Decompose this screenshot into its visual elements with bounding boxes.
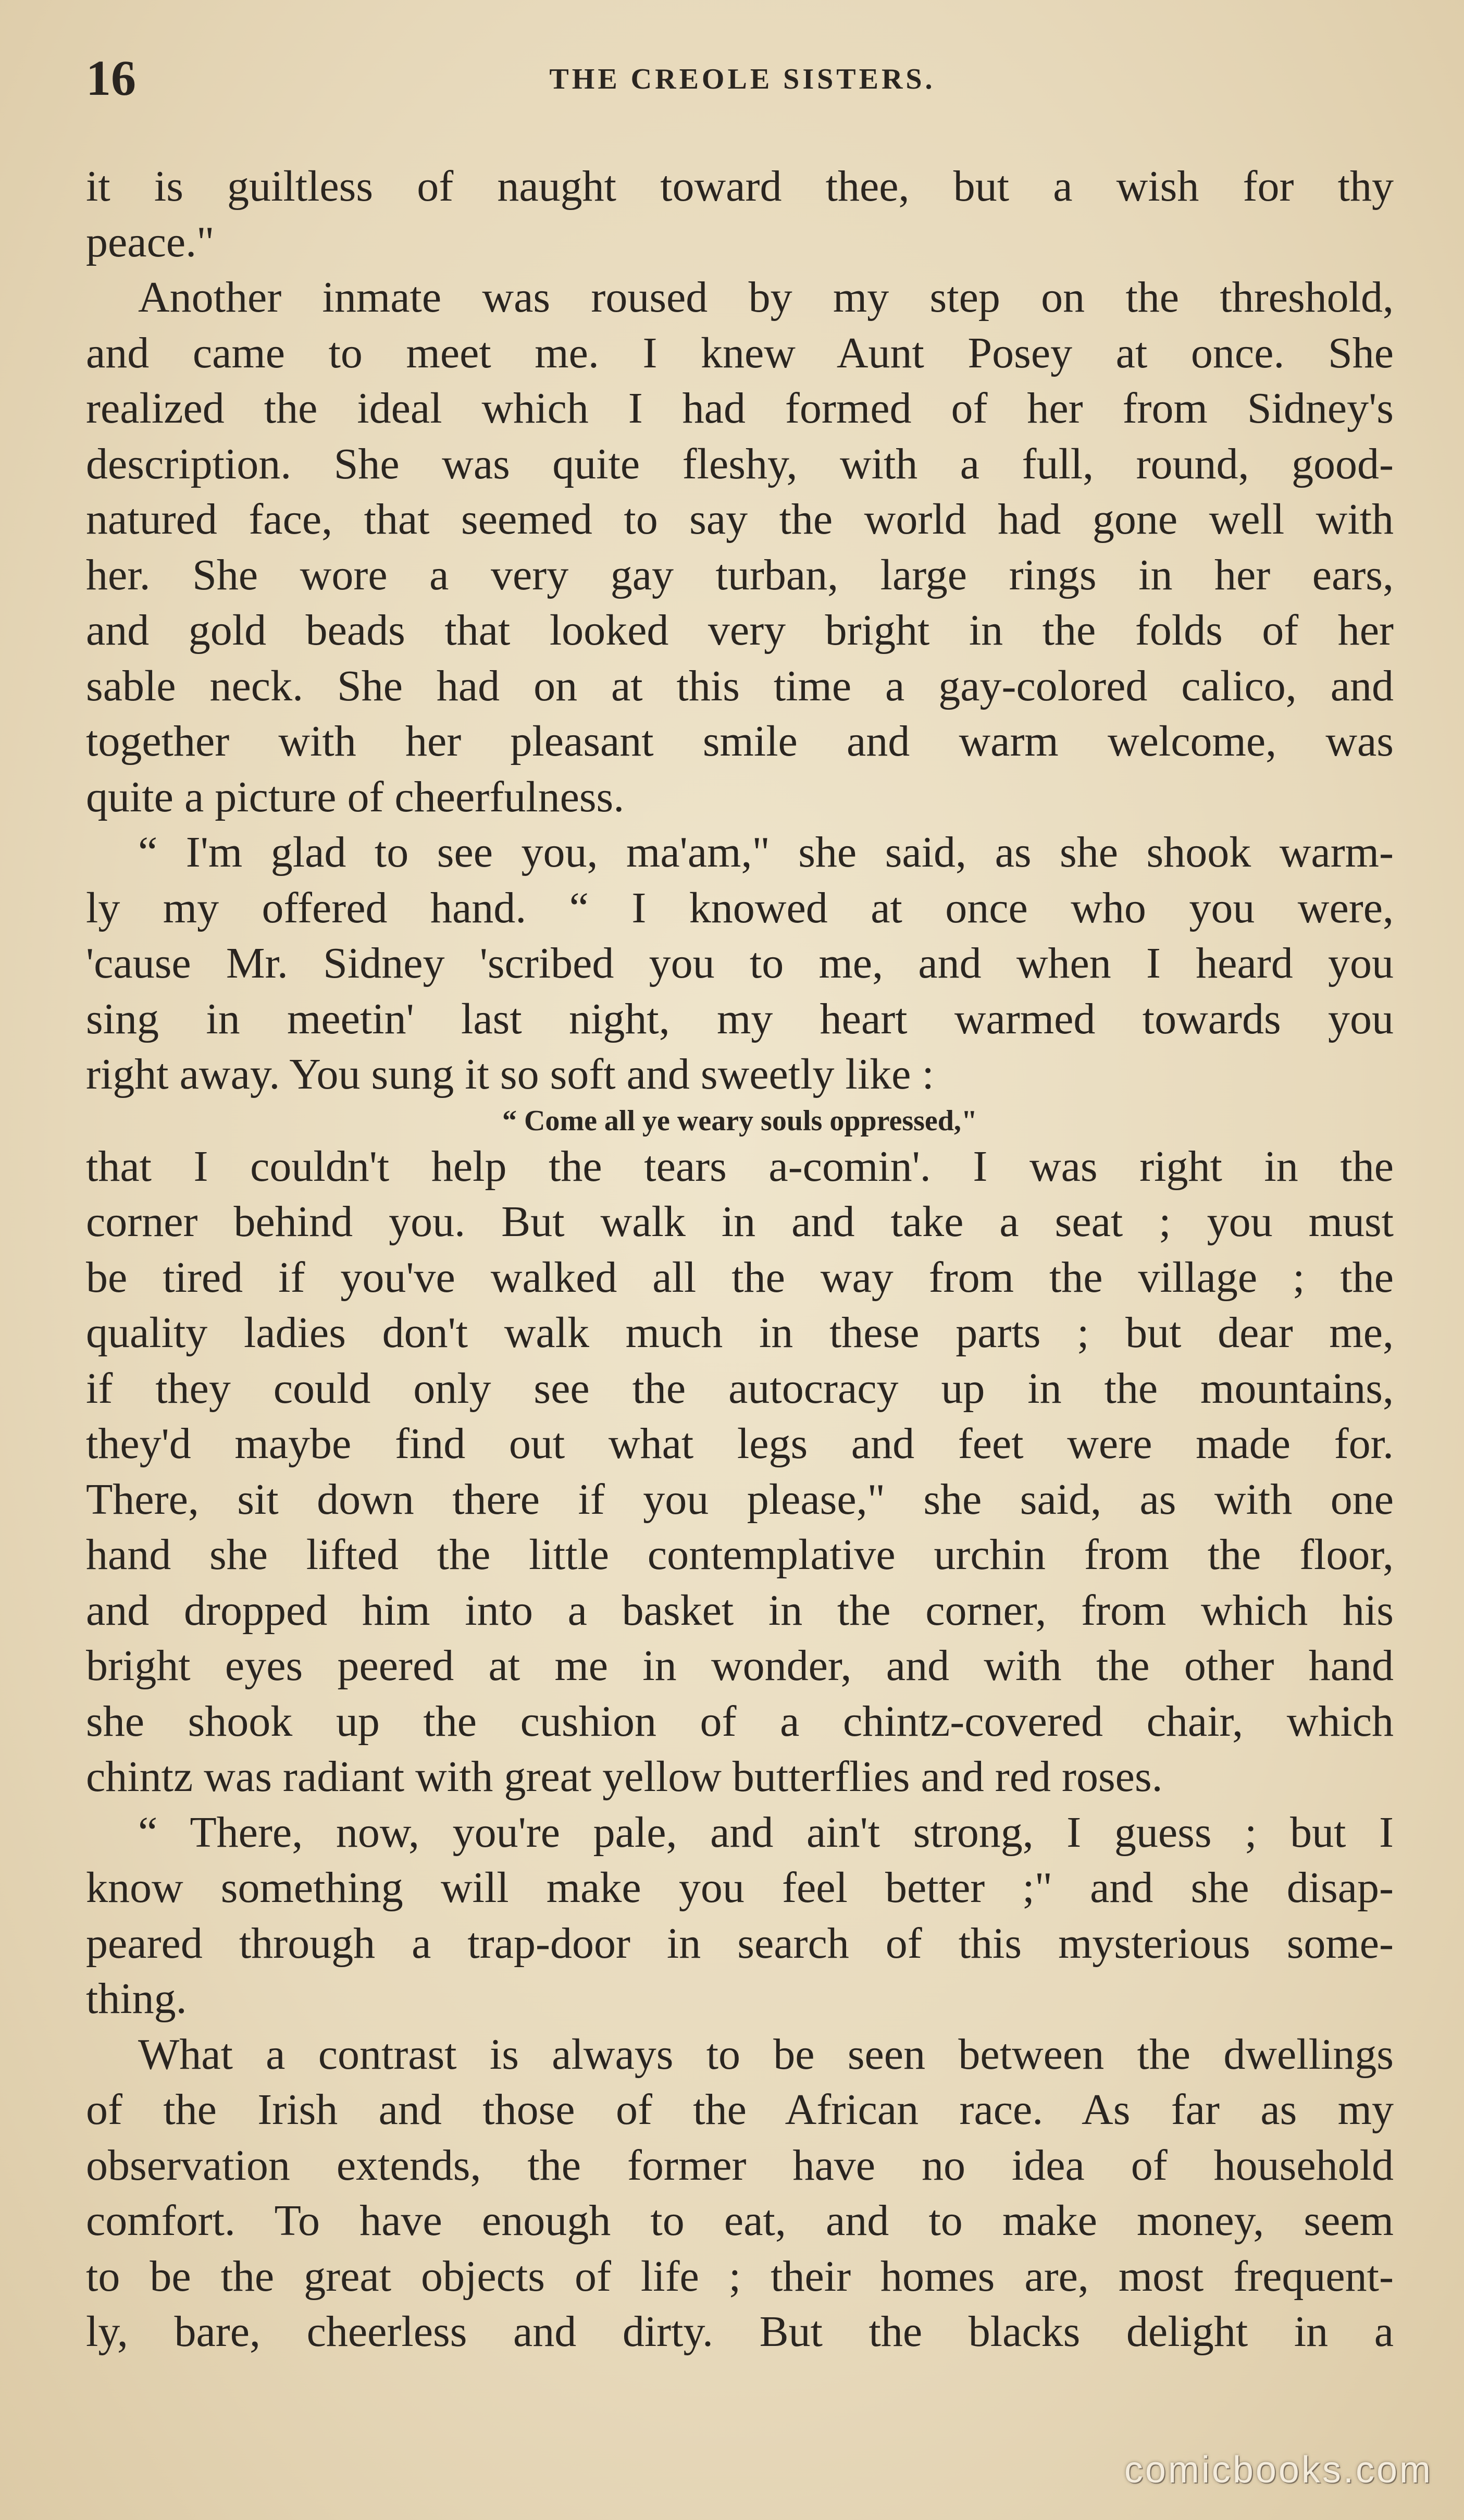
page-header xyxy=(86,50,1399,107)
text-line: be tired if you've walked all the way from the village ; the xyxy=(86,1253,1394,1302)
text-line: observation extends, the former have no idea of household xyxy=(86,2141,1394,2190)
text-line: “ I'm glad to see you, ma'am," she said, as she shook warm- xyxy=(138,828,1394,876)
text-line: comfort. To have enough to eat, and to make money, seem xyxy=(86,2196,1394,2245)
body-text xyxy=(86,159,1394,2360)
text-line: corner behind you. But walk in and take a seat ; you must xyxy=(86,1197,1394,1246)
text-line: ly my offered hand. “ I knowed at once who you were, xyxy=(86,883,1394,932)
text-line: and came to meet me. I knew Aunt Posey at once. She xyxy=(86,328,1394,377)
text-line: of the Irish and those of the African race. As far as my xyxy=(86,2085,1394,2134)
text-line: “ There, now, you're pale, and ain't strong, I guess ; but I xyxy=(138,1808,1394,1857)
text-line: sable neck. She had on at this time a gay-colored calico, and xyxy=(86,661,1394,710)
text-line: they'd maybe find out what legs and feet were made for. xyxy=(86,1419,1394,1468)
text-line: her. She wore a very gay turban, large rings in her ears, xyxy=(86,550,1394,599)
text-line: and dropped him into a basket in the corner, from which his xyxy=(86,1586,1394,1635)
text-line: peared through a trap-door in search of this mysterious some- xyxy=(86,1919,1394,1968)
watermark: comicbooks.com xyxy=(1124,2449,1433,2491)
text-line: ly, bare, cheerless and dirty. But the blacks delight in a xyxy=(86,2307,1394,2356)
text-line: know something will make you feel better ;" and she disap- xyxy=(86,1863,1394,1912)
text-line: hand she lifted the little contemplative urchin from the floor, xyxy=(86,1530,1394,1579)
text-line: What a contrast is always to be seen between the dwellings xyxy=(138,2030,1394,2079)
text-line: together with her pleasant smile and warm welcome, was xyxy=(86,717,1394,765)
text-line: chintz was radiant with great yellow butterflies and red roses. xyxy=(86,1752,1163,1801)
text-line: 'cause Mr. Sidney 'scribed you to me, and when I heard you xyxy=(86,939,1394,987)
text-line: realized the ideal which I had formed of her from Sidney's xyxy=(86,384,1394,433)
text-line: it is guiltless of naught toward thee, but a wish for thy xyxy=(86,162,1394,211)
verse-quote-line: “ Come all ye weary souls oppressed," xyxy=(502,1104,978,1137)
text-line: There, sit down there if you please," she said, as with one xyxy=(86,1475,1394,1524)
text-line: natured face, that seemed to say the world had gone well with xyxy=(86,495,1394,543)
page-number: 16 xyxy=(86,50,136,106)
text-line: if they could only see the autocracy up in the mountains, xyxy=(86,1364,1394,1413)
text-line: description. She was quite fleshy, with a full, round, good- xyxy=(86,439,1394,488)
text-line: Another inmate was roused by my step on the threshold, xyxy=(138,273,1394,322)
text-line: and gold beads that looked very bright in the folds of her xyxy=(86,606,1394,654)
text-line: peace." xyxy=(86,217,215,266)
text-line: sing in meetin' last night, my heart warmed towards you xyxy=(86,994,1394,1043)
text-line: bright eyes peered at me in wonder, and with the other hand xyxy=(86,1641,1394,1690)
text-line: she shook up the cushion of a chintz-covered chair, which xyxy=(86,1697,1394,1746)
text-line: thing. xyxy=(86,1974,187,2023)
text-line: right away. You sung it so soft and sweetly like : xyxy=(86,1050,934,1098)
text-line: to be the great objects of life ; their homes are, most frequent- xyxy=(86,2252,1394,2301)
text-line: that I couldn't help the tears a-comin'. I was right in the xyxy=(86,1142,1394,1191)
text-line: quite a picture of cheerfulness. xyxy=(86,772,625,821)
running-head: THE CREOLE SISTERS. xyxy=(549,63,936,95)
text-line: quality ladies don't walk much in these parts ; but dear me, xyxy=(86,1308,1394,1357)
